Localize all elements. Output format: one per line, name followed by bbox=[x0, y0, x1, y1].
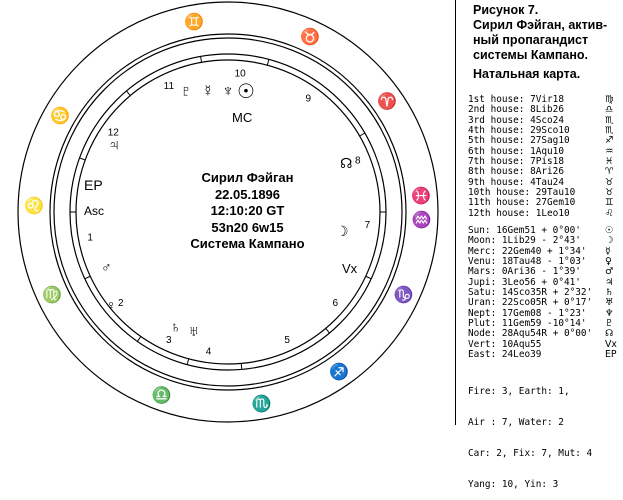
zodiac-sign: ♓ bbox=[411, 188, 432, 206]
houses-glyph-column bbox=[605, 95, 613, 219]
planet-glyph: ♆ bbox=[605, 307, 614, 319]
house-value: 7Pis18 bbox=[530, 156, 564, 168]
planet-label: Merc: bbox=[468, 245, 497, 257]
planet-glyph: ♇ bbox=[605, 318, 614, 330]
planet-label: Jupi: bbox=[468, 276, 497, 288]
planet-glyph: ♅ bbox=[605, 297, 614, 309]
house-glyph: ♏ bbox=[605, 125, 614, 137]
planets-glyph-column bbox=[605, 226, 617, 360]
chart-system: Система Кампано bbox=[190, 236, 305, 251]
house-glyph: ♍ bbox=[605, 94, 614, 105]
cusp-tick bbox=[267, 59, 269, 65]
house-label: 9th house: bbox=[468, 176, 525, 188]
uranus-glyph: ♅ bbox=[188, 323, 200, 340]
house-number: 1 bbox=[87, 232, 93, 244]
house-glyph: ♏ bbox=[605, 114, 614, 126]
house-value: 4Sco24 bbox=[530, 114, 564, 126]
planet-label: Satu: bbox=[468, 287, 497, 299]
planet-value: 22Gem40 + 1°34' bbox=[501, 245, 587, 257]
cusp-tick bbox=[126, 91, 130, 96]
neptune-glyph: ♆ bbox=[222, 83, 234, 100]
planet-glyph: ☿ bbox=[605, 245, 611, 257]
chart-coords: 53n20 6w15 bbox=[211, 219, 284, 235]
planet-value: 16Gem51 + 0°00' bbox=[496, 225, 581, 236]
caption-line-2: Сирил Фэйган, актив- bbox=[473, 18, 608, 32]
caption-line-4: системы Кампано. bbox=[473, 48, 589, 62]
vx-label: Vx bbox=[342, 261, 358, 276]
jupiter-glyph: ♃ bbox=[108, 137, 120, 154]
elements-line-2: Air : 7, Water: 2 bbox=[468, 416, 564, 428]
house-label: 1st house: bbox=[468, 94, 525, 105]
planet-glyph: ♃ bbox=[605, 276, 614, 288]
house-value: 8Lib26 bbox=[530, 104, 564, 116]
planet-label: Sun: bbox=[468, 225, 491, 236]
elements-line-3: Car: 2, Fix: 7, Mut: 4 bbox=[468, 447, 593, 459]
cusp-tick bbox=[201, 56, 202, 62]
mars-glyph: ♂ bbox=[101, 259, 112, 275]
house-label: 6th house: bbox=[468, 145, 525, 157]
planet-value: 0Ari36 - 1°39' bbox=[501, 266, 581, 278]
venus-glyph: ♀ bbox=[106, 297, 117, 313]
house-number: 6 bbox=[332, 297, 339, 309]
house-glyph: ♊ bbox=[605, 197, 614, 209]
house-glyph: ♌ bbox=[605, 207, 614, 219]
planet-value: 17Gem08 - 1°23' bbox=[501, 307, 587, 319]
mercury-glyph: ☿ bbox=[202, 83, 214, 100]
planet-label: Node: bbox=[468, 328, 497, 340]
house-label: 7th house: bbox=[468, 156, 525, 168]
moon-glyph: ☽ bbox=[336, 223, 349, 239]
zodiac-sign: ♎ bbox=[151, 387, 172, 405]
pluto-glyph: ♇ bbox=[180, 83, 192, 100]
figure-caption bbox=[473, 3, 607, 63]
house-glyph: ♒ bbox=[605, 145, 614, 157]
cusp-tick bbox=[187, 359, 189, 365]
house-value: 27Sag10 bbox=[530, 135, 570, 147]
house-value: 27Gem10 bbox=[535, 197, 576, 209]
house-number: 12 bbox=[107, 127, 119, 139]
house-number: 9 bbox=[305, 93, 312, 105]
house-number: 5 bbox=[284, 334, 290, 346]
zodiac-sign: ♐ bbox=[329, 363, 350, 381]
planet-label: Venu: bbox=[468, 256, 497, 268]
house-number: 2 bbox=[117, 297, 124, 309]
planet-value: 10Aqu55 bbox=[501, 338, 542, 350]
planet-glyph: ☉ bbox=[605, 225, 614, 236]
zodiac-sign: ♏ bbox=[251, 396, 272, 414]
planet-label: Vert: bbox=[468, 338, 497, 350]
house-glyph: ♐ bbox=[605, 135, 614, 147]
caption-line-3: ный пропагандист bbox=[473, 33, 589, 47]
planets-list bbox=[468, 226, 592, 360]
planet-value: 22Sco05R + 0°17' bbox=[501, 297, 593, 309]
planet-label: Uran: bbox=[468, 297, 497, 309]
house-glyph: ♓ bbox=[605, 156, 614, 168]
house-label: 12th house: bbox=[468, 207, 531, 219]
planet-value: 1Lib29 - 2°43' bbox=[501, 235, 581, 247]
element-summary bbox=[468, 366, 592, 500]
zodiac-sign: ♌ bbox=[24, 198, 45, 216]
house-row bbox=[468, 209, 575, 219]
chart-time: 12:10:20 GT bbox=[210, 203, 285, 218]
chart-center-info bbox=[160, 170, 335, 253]
house-number: 8 bbox=[355, 155, 361, 167]
house-label: 4th house: bbox=[468, 125, 525, 137]
planet-label: Moon: bbox=[468, 235, 497, 247]
saturn-glyph: ♄ bbox=[170, 319, 182, 336]
zodiac-sign: ♍ bbox=[42, 286, 63, 304]
chart-date: 22.05.1896 bbox=[214, 186, 281, 202]
planet-glyph: ♂ bbox=[605, 266, 614, 278]
planet-label: East: bbox=[468, 349, 497, 361]
house-value: 8Ari26 bbox=[530, 166, 564, 178]
elements-line-4: Yang: 10, Yin: 3 bbox=[468, 478, 559, 490]
houses-list bbox=[468, 95, 575, 219]
house-glyph: ♎ bbox=[605, 104, 614, 116]
house-label: 10th house: bbox=[468, 187, 531, 199]
house-number: 7 bbox=[364, 220, 371, 232]
zodiac-sign: ♊ bbox=[184, 13, 205, 31]
planet-glyph: ♀ bbox=[605, 256, 612, 268]
planet-value: 11Gem59 -10°14' bbox=[501, 318, 587, 330]
house-value: 1Leo10 bbox=[535, 207, 570, 219]
cusp-tick bbox=[241, 363, 242, 369]
chart-name: Сирил Фэйган bbox=[201, 170, 294, 185]
cusp-tick bbox=[326, 328, 330, 333]
planet-glyph: ♄ bbox=[605, 287, 614, 299]
planet-glyph: Vx bbox=[605, 338, 617, 350]
planet-glyph: ☽ bbox=[605, 235, 614, 247]
ep-label: EP bbox=[84, 177, 103, 193]
elements-line-1: Fire: 3, Earth: 1, bbox=[468, 385, 570, 397]
cusp-tick bbox=[360, 133, 365, 136]
zodiac-sign: ♒ bbox=[411, 211, 432, 229]
planet-value: 24Leo39 bbox=[501, 349, 542, 361]
planet-value: 18Tau48 - 1°03' bbox=[501, 256, 587, 268]
cusp-tick bbox=[80, 158, 86, 160]
house-number: 3 bbox=[166, 334, 172, 346]
house-glyph: ♉ bbox=[605, 187, 614, 199]
cusp-tick bbox=[85, 276, 90, 279]
house-value: 29Sco10 bbox=[530, 125, 570, 137]
cusp-tick bbox=[137, 337, 140, 342]
caption-line-1: Рисунок 7. bbox=[473, 3, 539, 17]
zodiac-sign: ♈ bbox=[376, 93, 397, 111]
house-label: 5th house: bbox=[468, 135, 525, 147]
planet-glyph: ☊ bbox=[605, 328, 614, 340]
house-label: 8th house: bbox=[468, 166, 525, 178]
planet-label: Nept: bbox=[468, 307, 497, 319]
house-value: 1Aqu10 bbox=[530, 145, 564, 157]
zodiac-sign: ♉ bbox=[300, 29, 320, 47]
house-number: 4 bbox=[205, 346, 212, 358]
house-glyph: ♉ bbox=[605, 176, 614, 188]
house-label: 2nd house: bbox=[468, 104, 525, 116]
house-number: 11 bbox=[163, 81, 175, 93]
zodiac-sign: ♑ bbox=[393, 286, 414, 304]
sun-glyph: ☉ bbox=[237, 81, 255, 103]
zodiac-sign: ♋ bbox=[50, 108, 70, 125]
node-glyph: ☊ bbox=[340, 155, 353, 171]
house-label: 3rd house: bbox=[468, 114, 525, 126]
planet-row bbox=[468, 350, 592, 360]
house-glyph: ♈ bbox=[605, 166, 614, 178]
mc-label: MC bbox=[232, 110, 253, 125]
cusp-tick bbox=[366, 276, 371, 279]
asc-label: Asc bbox=[84, 204, 105, 218]
house-number: 10 bbox=[234, 68, 246, 80]
planet-label: Plut: bbox=[468, 318, 497, 330]
house-value: 29Tau10 bbox=[535, 187, 576, 199]
planet-value: 14Sco35R + 2°32' bbox=[501, 287, 593, 299]
house-label: 11th house: bbox=[468, 197, 531, 209]
planet-glyph: EP bbox=[605, 349, 617, 361]
figure-subtitle: Натальная карта. bbox=[473, 67, 581, 81]
planet-value: 3Leo56 + 0°41' bbox=[501, 276, 581, 288]
planet-value: 28Aqu54R + 0°00' bbox=[501, 328, 593, 340]
house-value: 4Tau24 bbox=[530, 176, 564, 188]
house-value: 7Vir18 bbox=[530, 94, 564, 105]
planet-label: Mars: bbox=[468, 266, 497, 278]
